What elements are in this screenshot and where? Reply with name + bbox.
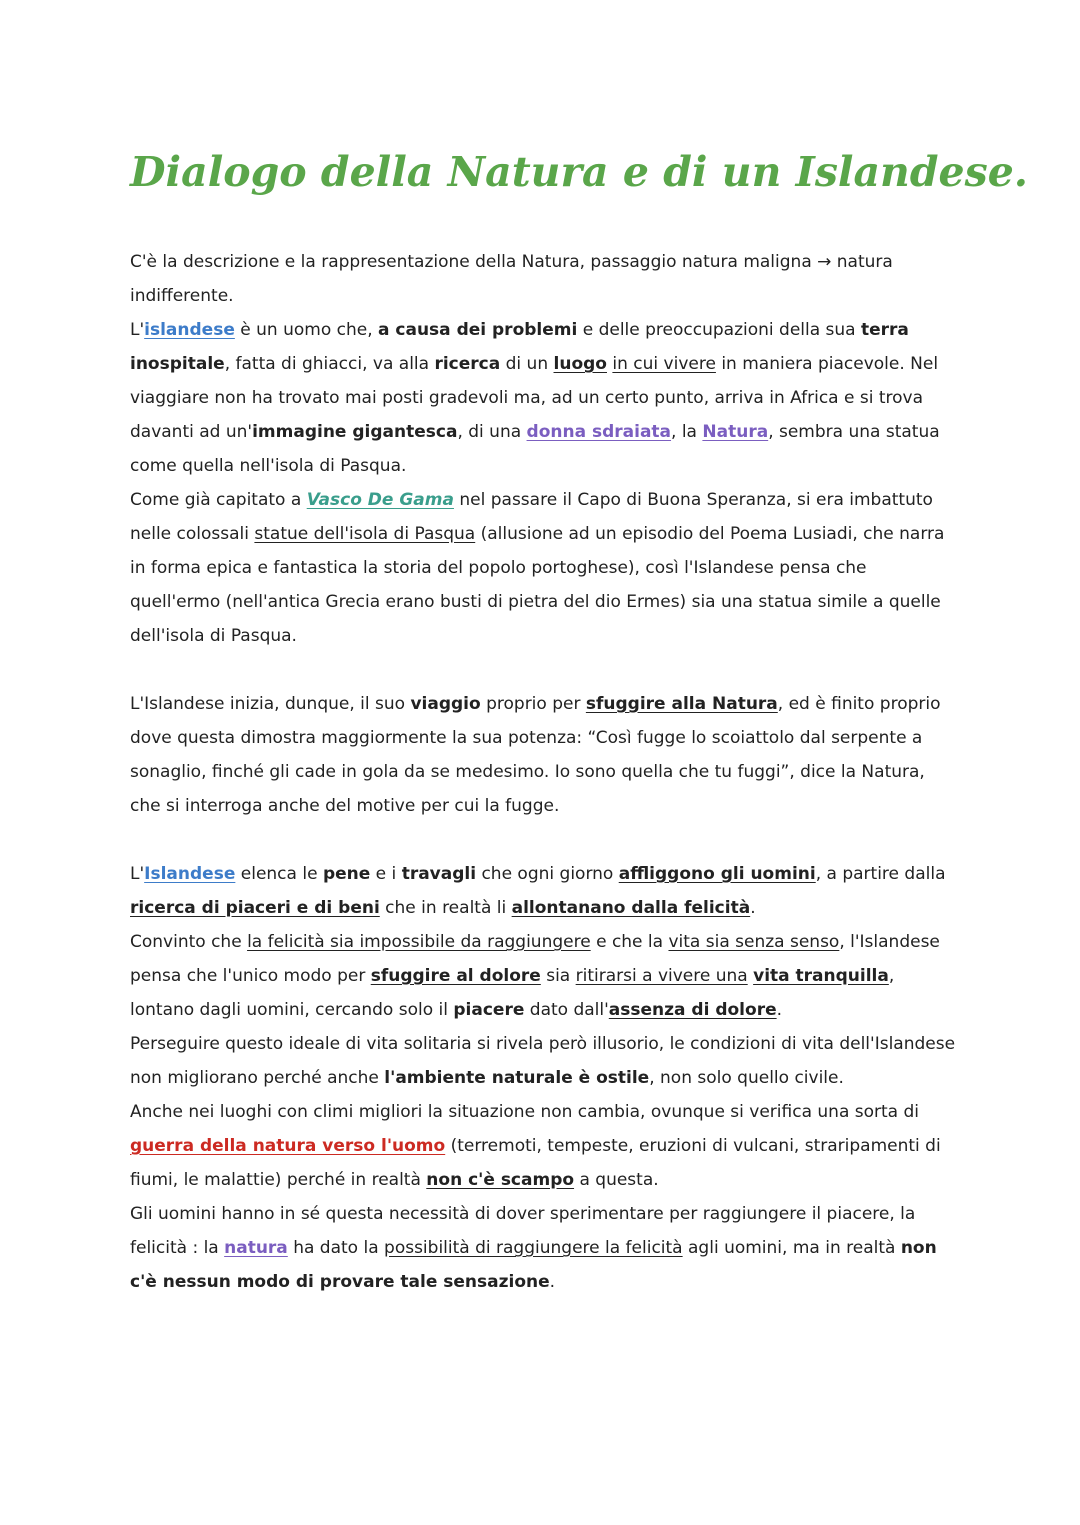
highlighted-phrase: allontanano dalla felicità (511, 898, 751, 918)
highlighted-phrase: sfuggire alla Natura (585, 694, 778, 714)
text-segment: Anche nei luoghi con climi migliori la situazione non cambia, ovunque si verifica una sorta di (130, 1102, 920, 1122)
text-segment: Convinto che (130, 932, 248, 952)
highlighted-phrase: vita sia senza senso (668, 932, 840, 952)
bold-phrase: non c'è nessun modo di provare tale sensazione (130, 1238, 937, 1292)
highlighted-phrase: luogo (553, 354, 607, 374)
highlighted-phrase: statue dell'isola di Pasqua (254, 524, 476, 544)
text-segment: , sembra una statua come quella nell'isola di Pasqua. (130, 422, 940, 476)
text-segment: . (776, 1000, 783, 1020)
paragraph-guerra (130, 1095, 960, 1197)
highlighted-phrase: ricerca di piaceri e di beni (130, 898, 380, 918)
text-segment: , ed è finito proprio dove questa dimostra maggiormente la sua potenza: “Così fugge lo scoiattolo dal serpente a sonaglio, finché gli cade in gola da se medesimo. Io sono quella che tu fuggi”, dice la Natura, che si interroga anche del motive per cui la fugge. (130, 694, 941, 816)
text-segment: a questa. (574, 1170, 659, 1190)
text-segment: , lontano dagli uomini, cercando solo il (130, 966, 895, 1020)
document-body (130, 245, 960, 1299)
text-segment: agli uomini, ma in realtà (682, 1238, 901, 1258)
bold-phrase: viaggio (410, 694, 481, 714)
paragraph-pene (130, 857, 960, 925)
text-segment: , la (671, 422, 703, 442)
highlighted-phrase: Vasco De Gama (306, 490, 454, 510)
text-segment: , fatta di ghiacci, va alla (224, 354, 435, 374)
text-segment: . (750, 898, 756, 918)
text-segment: e delle preoccupazioni della sua (577, 320, 861, 340)
highlighted-phrase: islandese (144, 320, 235, 340)
text-segment: elenca le (235, 864, 323, 884)
bold-phrase: a causa dei problemi (378, 320, 578, 340)
paragraph-intro (130, 245, 960, 313)
paragraph-spacer (130, 653, 960, 687)
highlighted-phrase: in cui vivere (612, 354, 716, 374)
text-segment: di un (500, 354, 554, 374)
text-segment: L' (130, 320, 145, 340)
text-segment: Gli uomini hanno in sé questa necessità di dover sperimentare per raggiungere il piacere, la felicità : la (130, 1204, 916, 1258)
text-segment: L'Islandese inizia, dunque, il suo (130, 694, 411, 714)
highlighted-phrase: Islandese (144, 864, 236, 884)
text-segment: (terremoti, tempeste, eruzioni di vulcani, straripamenti di fiumi, le malattie) perché in realtà (130, 1136, 941, 1190)
paragraph-spacer (130, 823, 960, 857)
highlighted-phrase: guerra della natura verso l'uomo (130, 1136, 446, 1156)
highlighted-phrase: sfuggire al dolore (370, 966, 541, 986)
highlighted-phrase: possibilità di raggiungere la felicità (384, 1238, 683, 1258)
text-segment: , non solo quello civile. (649, 1068, 844, 1088)
paragraph-perseguire (130, 1027, 960, 1095)
highlighted-phrase: Natura (702, 422, 769, 442)
text-segment: proprio per (480, 694, 586, 714)
bold-phrase: immagine gigantesca (252, 422, 458, 442)
paragraph-viaggio (130, 687, 960, 823)
text-segment: ha dato la (287, 1238, 385, 1258)
bold-phrase: ricerca (434, 354, 501, 374)
bold-phrase: travagli (401, 864, 477, 884)
text-segment: che ogni giorno (476, 864, 619, 884)
bold-phrase: l'ambiente naturale è ostile (384, 1068, 650, 1088)
text-segment: L' (130, 864, 145, 884)
bold-phrase: pene (322, 864, 371, 884)
text-segment: C'è la descrizione e la rappresentazione della Natura, passaggio natura maligna → natura indifferente. (130, 252, 893, 306)
document-title: Dialogo della Natura e di un Islandese. (130, 148, 1029, 196)
text-segment: sia (540, 966, 576, 986)
highlighted-phrase: natura (224, 1238, 288, 1258)
paragraph-convinto (130, 925, 960, 1027)
highlighted-phrase: la felicità sia impossibile da raggiungere (247, 932, 591, 952)
text-segment: . (549, 1272, 556, 1292)
highlighted-phrase: vita tranquilla (753, 966, 889, 986)
bold-phrase: terra inospitale (130, 320, 909, 374)
highlighted-phrase: non c'è scampo (426, 1170, 575, 1190)
text-segment: e i (370, 864, 402, 884)
bold-phrase: piacere (453, 1000, 525, 1020)
text-segment: che in realtà li (379, 898, 512, 918)
text-segment: (allusione ad un episodio del Poema Lusiadi, che narra in forma epica e fantastica la storia del popolo portoghese), così l'Islandese pensa che quell'ermo (nell'antica Grecia erano busti di pietra del dio Ermes) sia una statua simile a quelle dell'isola di Pasqua. (130, 524, 945, 646)
paragraph-piacere (130, 1197, 960, 1299)
paragraph-islandese-intro (130, 313, 960, 483)
text-segment: e che la (590, 932, 669, 952)
text-segment: in maniera piacevole. Nel viaggiare non ha trovato mai posti gradevoli ma, ad un certo punto, arriva in Africa e si trova davanti ad un' (130, 354, 939, 442)
text-segment: dato dall' (524, 1000, 609, 1020)
text-segment: , a partire dalla (815, 864, 946, 884)
text-segment: nel passare il Capo di Buona Speranza, si era imbattuto nelle colossali (130, 490, 933, 544)
text-segment: è un uomo che, (234, 320, 379, 340)
highlighted-phrase: affliggono gli uomini (618, 864, 816, 884)
text-segment: Perseguire questo ideale di vita solitaria si rivela però illusorio, le condizioni di vita dell'Islandese non migliorano perché anche (130, 1034, 956, 1088)
highlighted-phrase: ritirarsi a vivere una (575, 966, 748, 986)
text-segment: Come già capitato a (130, 490, 307, 510)
text-segment: , l'Islandese pensa che l'unico modo per (130, 932, 940, 986)
highlighted-phrase: assenza di dolore (608, 1000, 777, 1020)
highlighted-phrase: donna sdraiata (526, 422, 672, 442)
paragraph-vasco (130, 483, 960, 653)
text-segment: , di una (457, 422, 527, 442)
